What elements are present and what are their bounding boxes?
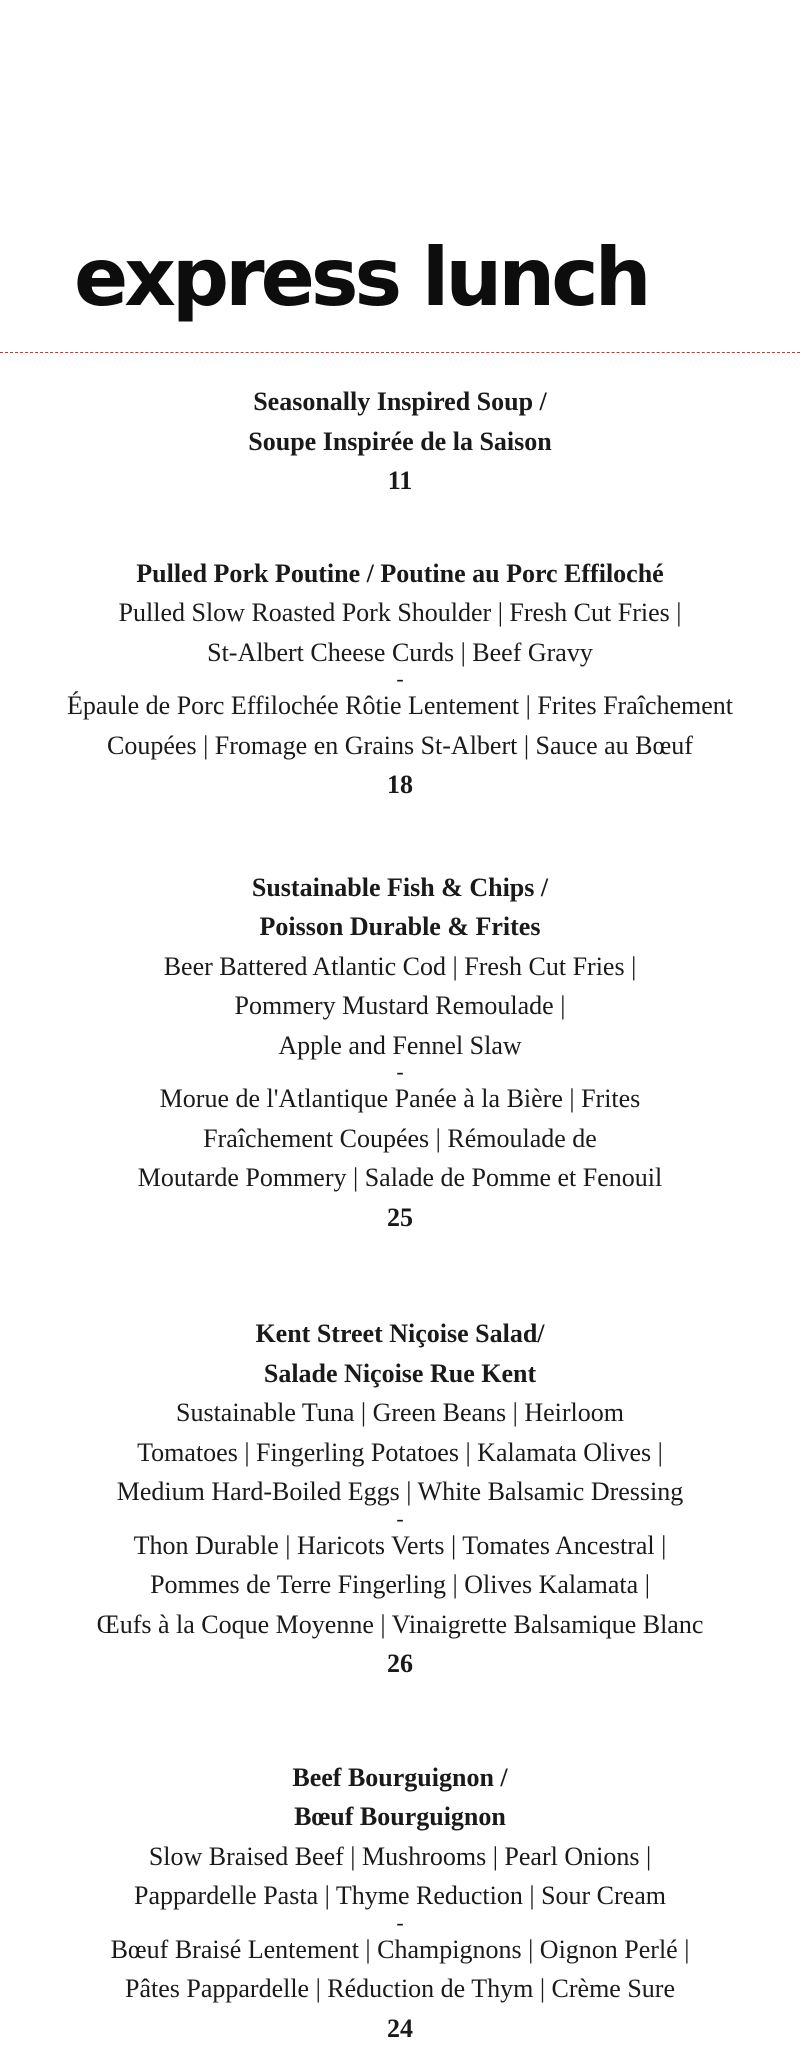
item-price: 25 bbox=[387, 1202, 413, 1232]
language-separator: - bbox=[396, 1511, 404, 1526]
item-spacer bbox=[0, 1684, 800, 1758]
description-line: Medium Hard-Boiled Eggs | White Balsamic Dressing bbox=[116, 1477, 684, 1506]
item-description-en bbox=[0, 593, 800, 672]
item-name bbox=[0, 382, 800, 461]
page-title: express lunch bbox=[74, 231, 648, 324]
description-line: Slow Braised Beef | Mushrooms | Pearl Onions | bbox=[148, 1841, 652, 1871]
item-price: 11 bbox=[387, 466, 413, 495]
item-name bbox=[0, 554, 800, 594]
item-name-line: Pulled Pork Poutine / Poutine au Porc Effiloché bbox=[136, 558, 664, 588]
description-line: Beer Battered Atlantic Cod | Fresh Cut Fries | bbox=[163, 951, 637, 981]
description-line: Œufs à la Coque Moyenne | Vinaigrette Balsamique Blanc bbox=[96, 1609, 704, 1639]
item-price: 26 bbox=[387, 1649, 413, 1678]
menu-item-poutine bbox=[0, 554, 800, 805]
description-line: Pulled Slow Roasted Pork Shoulder | Fresh Cut Fries | bbox=[118, 598, 682, 627]
description-line: Apple and Fennel Slaw bbox=[278, 1030, 522, 1060]
language-separator: - bbox=[396, 1065, 404, 1079]
title-divider bbox=[0, 352, 800, 353]
item-name bbox=[0, 1314, 800, 1393]
description-line: Pommery Mustard Remoulade | bbox=[234, 991, 566, 1020]
description-line: Bœuf Braisé Lentement | Champignons | Oignon Perlé | bbox=[110, 1934, 690, 1964]
item-price: 18 bbox=[387, 770, 413, 799]
description-line: Fraîchement Coupées | Rémoulade de bbox=[203, 1123, 597, 1153]
item-name-line: Sustainable Fish & Chips / bbox=[251, 872, 549, 902]
menu-item-fish-and-chips bbox=[0, 868, 800, 1238]
description-line: Sustainable Tuna | Green Beans | Heirloom bbox=[175, 1398, 625, 1427]
item-name-line: Kent Street Niçoise Salad/ bbox=[255, 1319, 545, 1348]
description-line: Épaule de Porc Effilochée Rôtie Lentement | Frites Fraîchement bbox=[66, 691, 734, 720]
language-separator: - bbox=[396, 672, 404, 686]
description-line: Pappardelle Pasta | Thyme Reduction | Sour Cream bbox=[134, 1881, 666, 1910]
description-line: Pâtes Pappardelle | Réduction de Thym | Crème Sure bbox=[124, 1974, 676, 2003]
description-line: Tomatoes | Fingerling Potatoes | Kalamata Olives | bbox=[137, 1437, 663, 1467]
item-spacer bbox=[0, 501, 800, 554]
item-name-line: Soupe Inspirée de la Saison bbox=[248, 426, 552, 456]
item-spacer bbox=[0, 805, 800, 868]
item-price: 24 bbox=[387, 2013, 413, 2043]
description-line: Moutarde Pommery | Salade de Pomme et Fenouil bbox=[137, 1163, 663, 1192]
item-spacer bbox=[0, 1237, 800, 1314]
item-description-fr bbox=[0, 1079, 800, 1198]
language-separator: - bbox=[396, 1915, 404, 1930]
description-line: St-Albert Cheese Curds | Beef Gravy bbox=[207, 637, 593, 667]
description-line: Pommes de Terre Fingerling | Olives Kalamata | bbox=[150, 1570, 650, 1599]
item-name bbox=[0, 868, 800, 947]
menu-list bbox=[0, 382, 800, 2048]
item-name bbox=[0, 1758, 800, 1837]
item-description-en bbox=[0, 947, 800, 1066]
item-description-en bbox=[0, 1837, 800, 1916]
item-name-line: Bœuf Bourguignon bbox=[294, 1802, 506, 1831]
menu-item-soup bbox=[0, 382, 800, 501]
item-description-en bbox=[0, 1393, 800, 1512]
description-line: Coupées | Fromage en Grains St-Albert | Sauce au Bœuf bbox=[107, 730, 693, 760]
item-description-fr bbox=[0, 686, 800, 765]
menu-item-beef-bourguignon bbox=[0, 1758, 800, 2049]
description-line: Morue de l'Atlantique Panée à la Bière | Frites bbox=[159, 1084, 641, 1113]
item-name-line: Seasonally Inspired Soup / bbox=[253, 387, 547, 416]
item-name-line: Beef Bourguignon / bbox=[292, 1762, 508, 1792]
item-description-fr bbox=[0, 1526, 800, 1645]
item-name-line: Poisson Durable & Frites bbox=[259, 912, 541, 941]
item-description-fr bbox=[0, 1930, 800, 2009]
description-line: Thon Durable | Haricots Verts | Tomates Ancestral | bbox=[133, 1530, 667, 1560]
menu-item-nicoise-salad bbox=[0, 1314, 800, 1684]
item-name-line: Salade Niçoise Rue Kent bbox=[263, 1358, 537, 1388]
